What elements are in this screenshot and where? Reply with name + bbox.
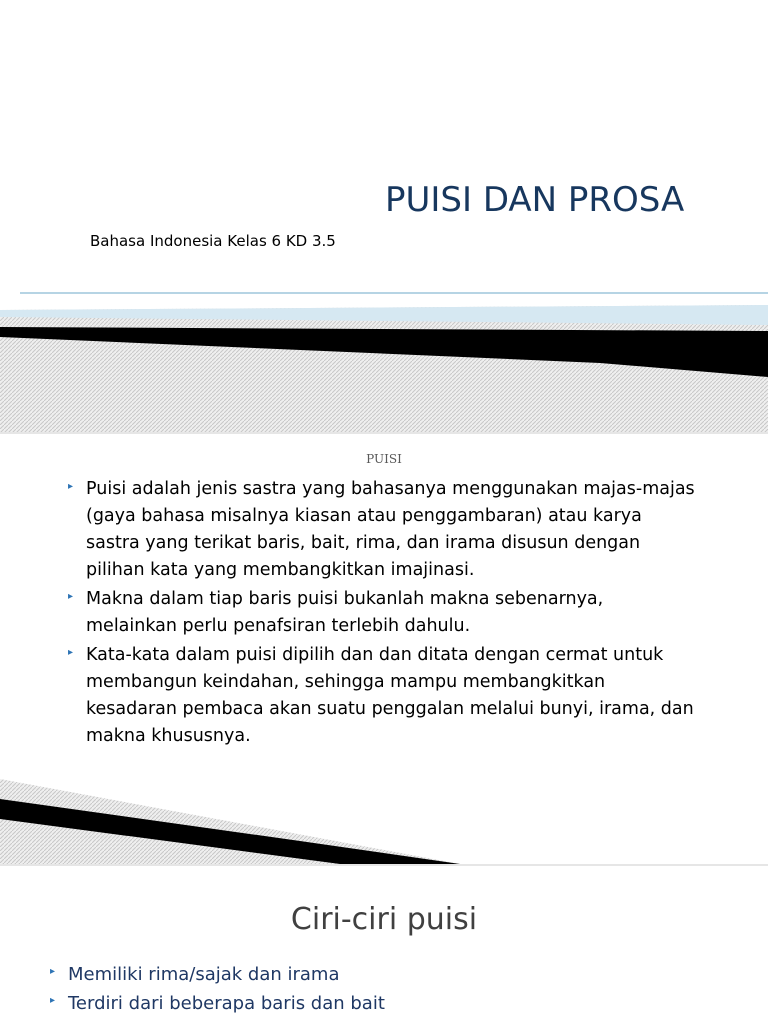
list-item xyxy=(68,476,698,584)
list-item-text: Terdiri dari beberapa baris dan bait xyxy=(68,993,385,1014)
list-item xyxy=(50,960,385,989)
slide-heading: PUISI xyxy=(366,452,402,466)
slide-title-text: Ciri-ciri puisi xyxy=(290,902,478,937)
triangle-bullet-icon: ▸ xyxy=(50,995,56,1006)
slide-subtitle-text: Bahasa Indonesia Kelas 6 KD 3.5 xyxy=(90,232,336,250)
list-item-text: Puisi adalah jenis sastra yang bahasanya menggunakan majas-majas (gaya bahasa misalnya kiasan atau penggambaran) atau karya sastra yang terikat baris, bait, rima, dan irama disusun dengan pilihan kata yang membangkitkan imajinasi. xyxy=(86,479,695,580)
list-item-text: Memiliki rima/sajak dan irama xyxy=(68,964,340,985)
list-item-text: Makna dalam tiap baris puisi bukanlah makna sebenarnya, melainkan perlu penafsiran terlebih dahulu. xyxy=(86,589,604,636)
triangle-bullet-icon: ▸ xyxy=(50,966,56,977)
decorative-band xyxy=(0,285,768,432)
list-item xyxy=(68,586,698,640)
bullet-list xyxy=(50,960,385,1018)
triangle-bullet-icon: ▸ xyxy=(68,481,74,492)
slide-title xyxy=(0,0,768,432)
slide-puisi xyxy=(0,434,768,864)
slide-title-text: PUISI DAN PROSA xyxy=(385,180,685,220)
triangle-bullet-icon: ▸ xyxy=(68,647,74,658)
decorative-band xyxy=(0,779,768,864)
bullet-list xyxy=(68,476,698,752)
list-item-text: Kata-kata dalam puisi dipilih dan dan ditata dengan cermat untuk membangun keindahan, sehingga mampu membangkitkan kesadaran pembaca akan suatu penggalan melalui bunyi, irama, dan makna khususnya. xyxy=(86,645,694,746)
decorative-hatch xyxy=(0,305,768,432)
list-item xyxy=(68,642,698,750)
list-item xyxy=(50,989,385,1018)
triangle-bullet-icon: ▸ xyxy=(68,591,74,602)
slide-ciri-puisi xyxy=(0,866,768,1024)
